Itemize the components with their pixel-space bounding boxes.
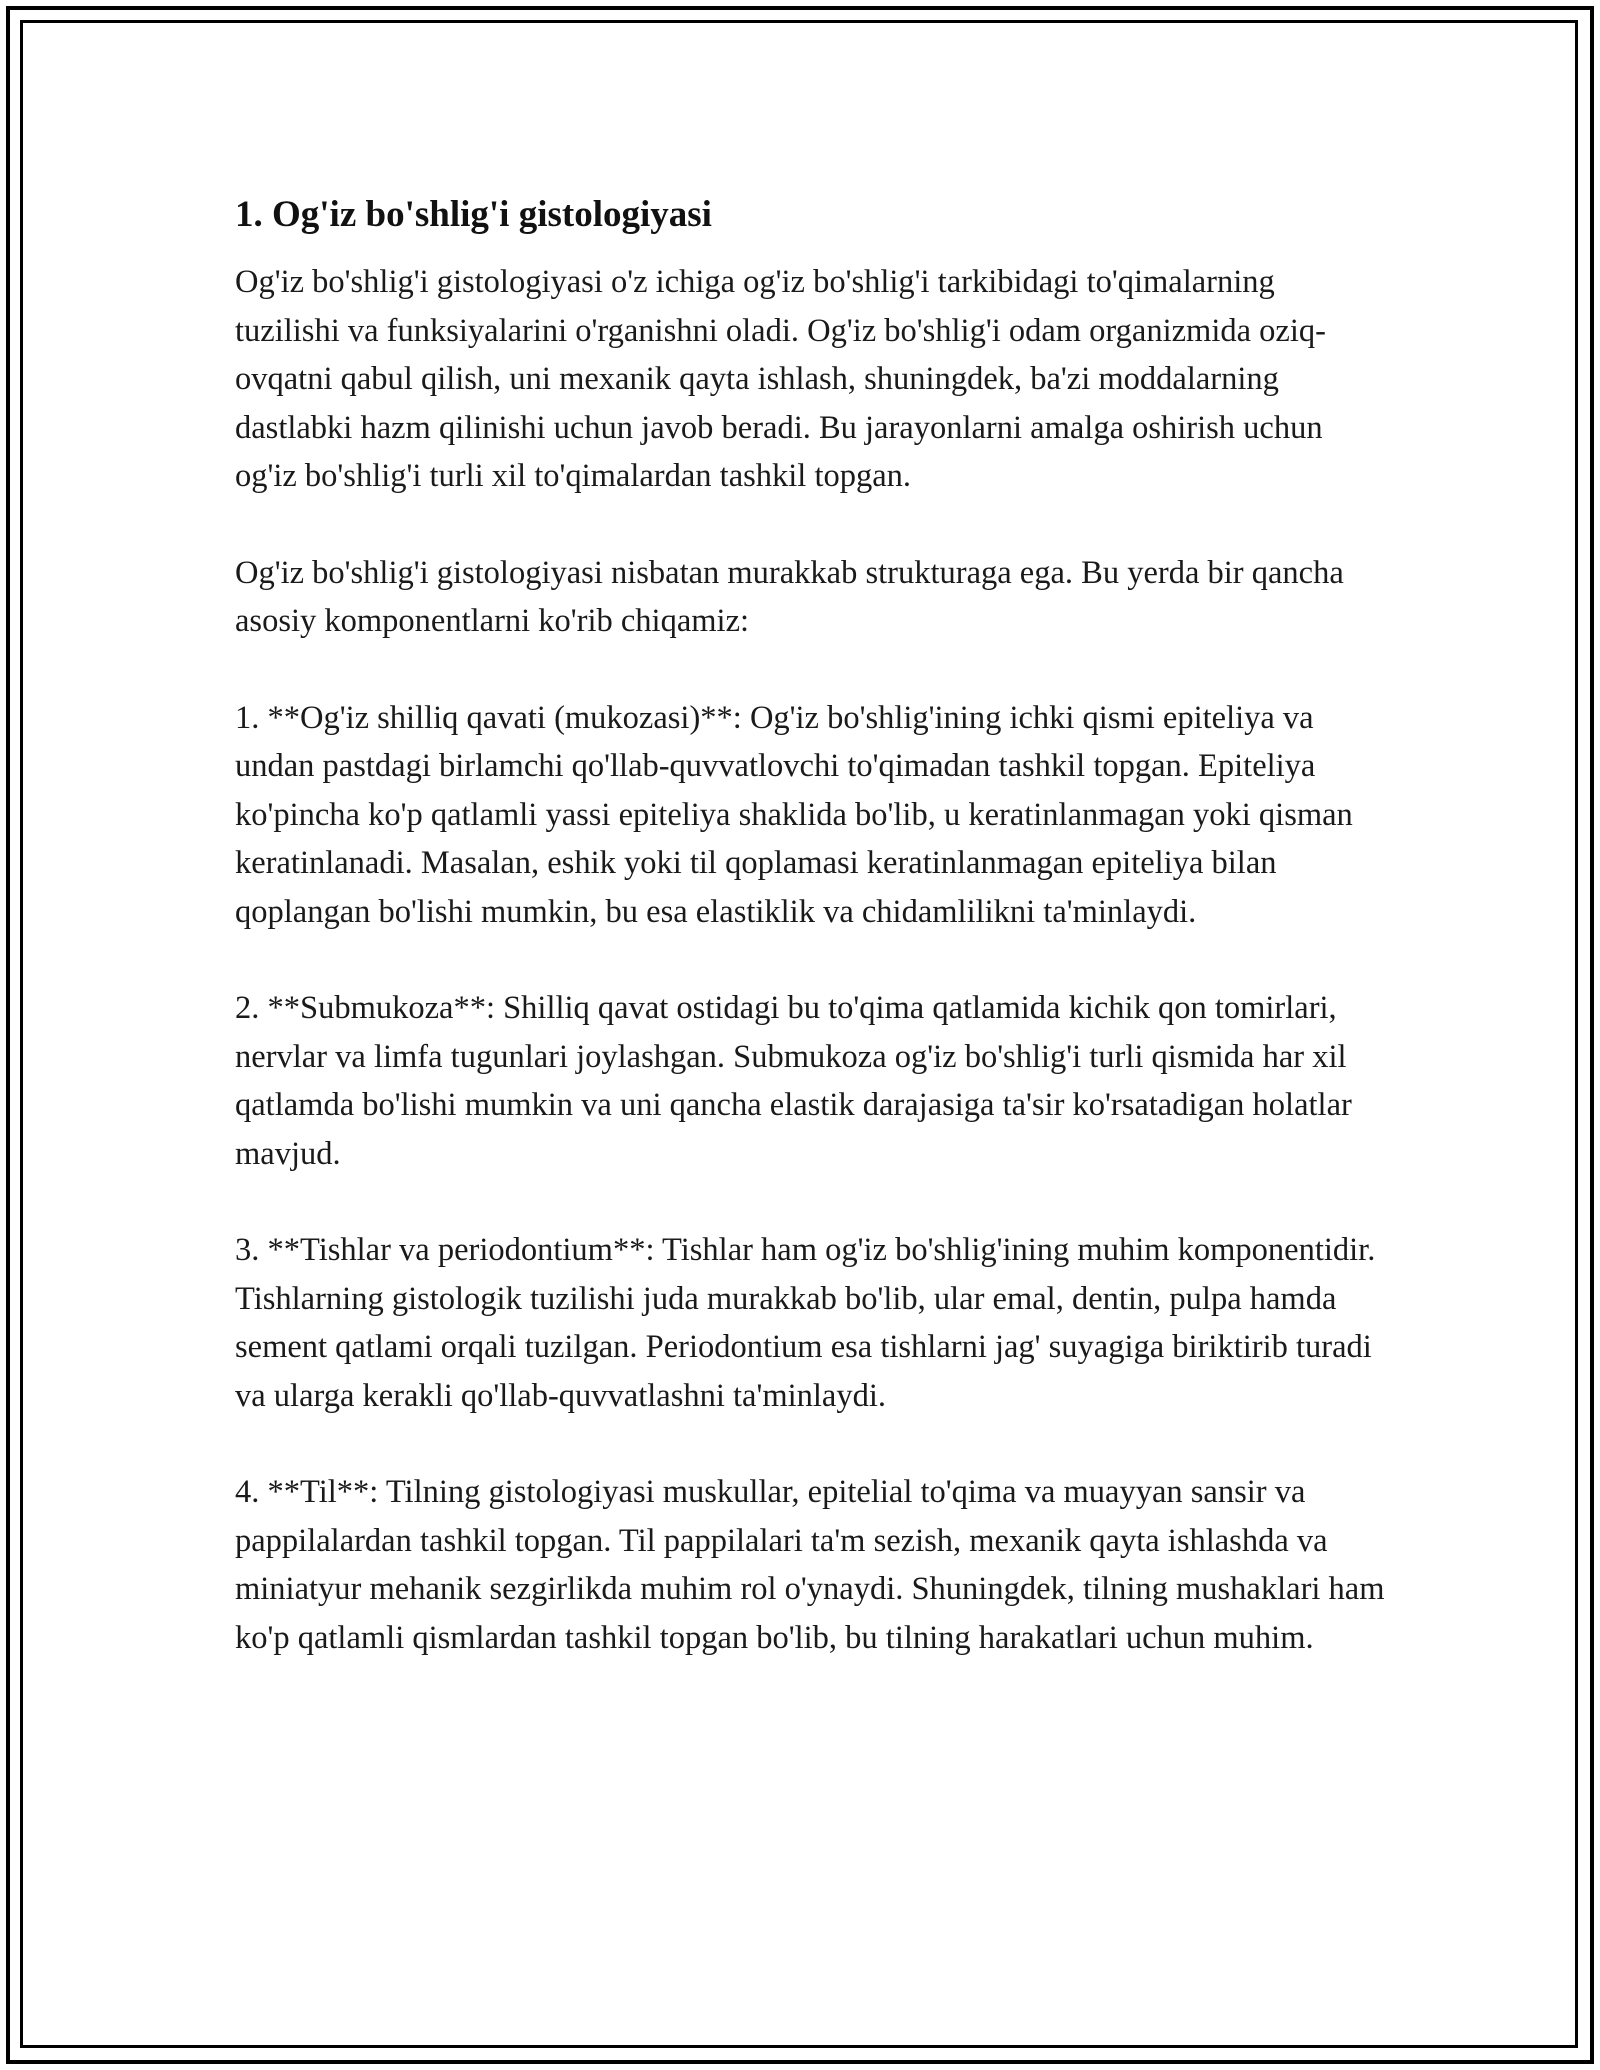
- document-body: [235, 190, 1385, 1710]
- list-item-submucosa: 2. **Submukoza**: Shilliq qavat ostidagi bu to'qima qatlamida kichik qon tomirlari, nervlar va limfa tugunlari joylashgan. Submukoza og'iz bo'shlig'i turli qismida har xil qatlamda bo'lishi mumkin va uni qancha elastik darajasiga ta'sir ko'rsatadigan holatlar mavjud.: [235, 990, 1352, 1172]
- paragraph-overview: Og'iz bo'shlig'i gistologiyasi nisbatan murakkab strukturaga ega. Bu yerda bir qancha asosiy komponentlarni ko'rib chiqamiz:: [235, 554, 1344, 639]
- document-title: 1. Og'iz bo'shlig'i gistologiyasi: [235, 194, 712, 235]
- list-item-tongue: 4. **Til**: Tilning gistologiyasi muskullar, epitelial to'qima va muayyan sansir va pappilalardan tashkil topgan. Til pappilalari ta'm sezish, mexanik qayta ishlashda va miniatyur mehanik sezgirlikda muhim rol o'ynaydi. Shuningdek, tilning mushaklari ham ko'p qatlamli qismlardan tashkil topgan bo'lib, bu tilning harakatlari uchun muhim.: [235, 1474, 1385, 1656]
- list-item-mucosa: 1. **Og'iz shilliq qavati (mukozasi)**: Og'iz bo'shlig'ining ichki qismi epiteliya va undan pastdagi birlamchi qo'llab-quvvatlovchi to'qimadan tashkil topgan. Epiteliya ko'pincha ko'p qatlamli yassi epiteliya shaklida bo'lib, u keratinlanmagan yoki qisman keratinlanadi. Masalan, eshik yoki til qoplamasi keratinlanmagan epiteliya bilan qoplangan bo'lishi mumkin, bu esa elastiklik va chidamlilikni ta'minlaydi.: [235, 699, 1353, 930]
- list-item-teeth-periodontium: 3. **Tishlar va periodontium**: Tishlar ham og'iz bo'shlig'ining muhim komponentidir. Tishlarning gistologik tuzilishi juda murakkab bo'lib, ular emal, dentin, pulpa hamda sement qatlami orqali tuzilgan. Periodontium esa tishlarni jag' suyagiga biriktirib turadi va ularga kerakli qo'llab-quvvatlashni ta'minlaydi.: [235, 1232, 1376, 1414]
- paragraph-intro: Og'iz bo'shlig'i gistologiyasi o'z ichiga og'iz bo'shlig'i tarkibidagi to'qimalarning tuzilishi va funksiyalarini o'rganishni oladi. Og'iz bo'shlig'i odam organizmida oziq-ovqatni qabul qilish, uni mexanik qayta ishlash, shuningdek, ba'zi moddalarning dastlabki hazm qilinishi uchun javob beradi. Bu jarayonlarni amalga oshirish uchun og'iz bo'shlig'i turli xil to'qimalardan tashkil topgan.: [235, 264, 1326, 494]
